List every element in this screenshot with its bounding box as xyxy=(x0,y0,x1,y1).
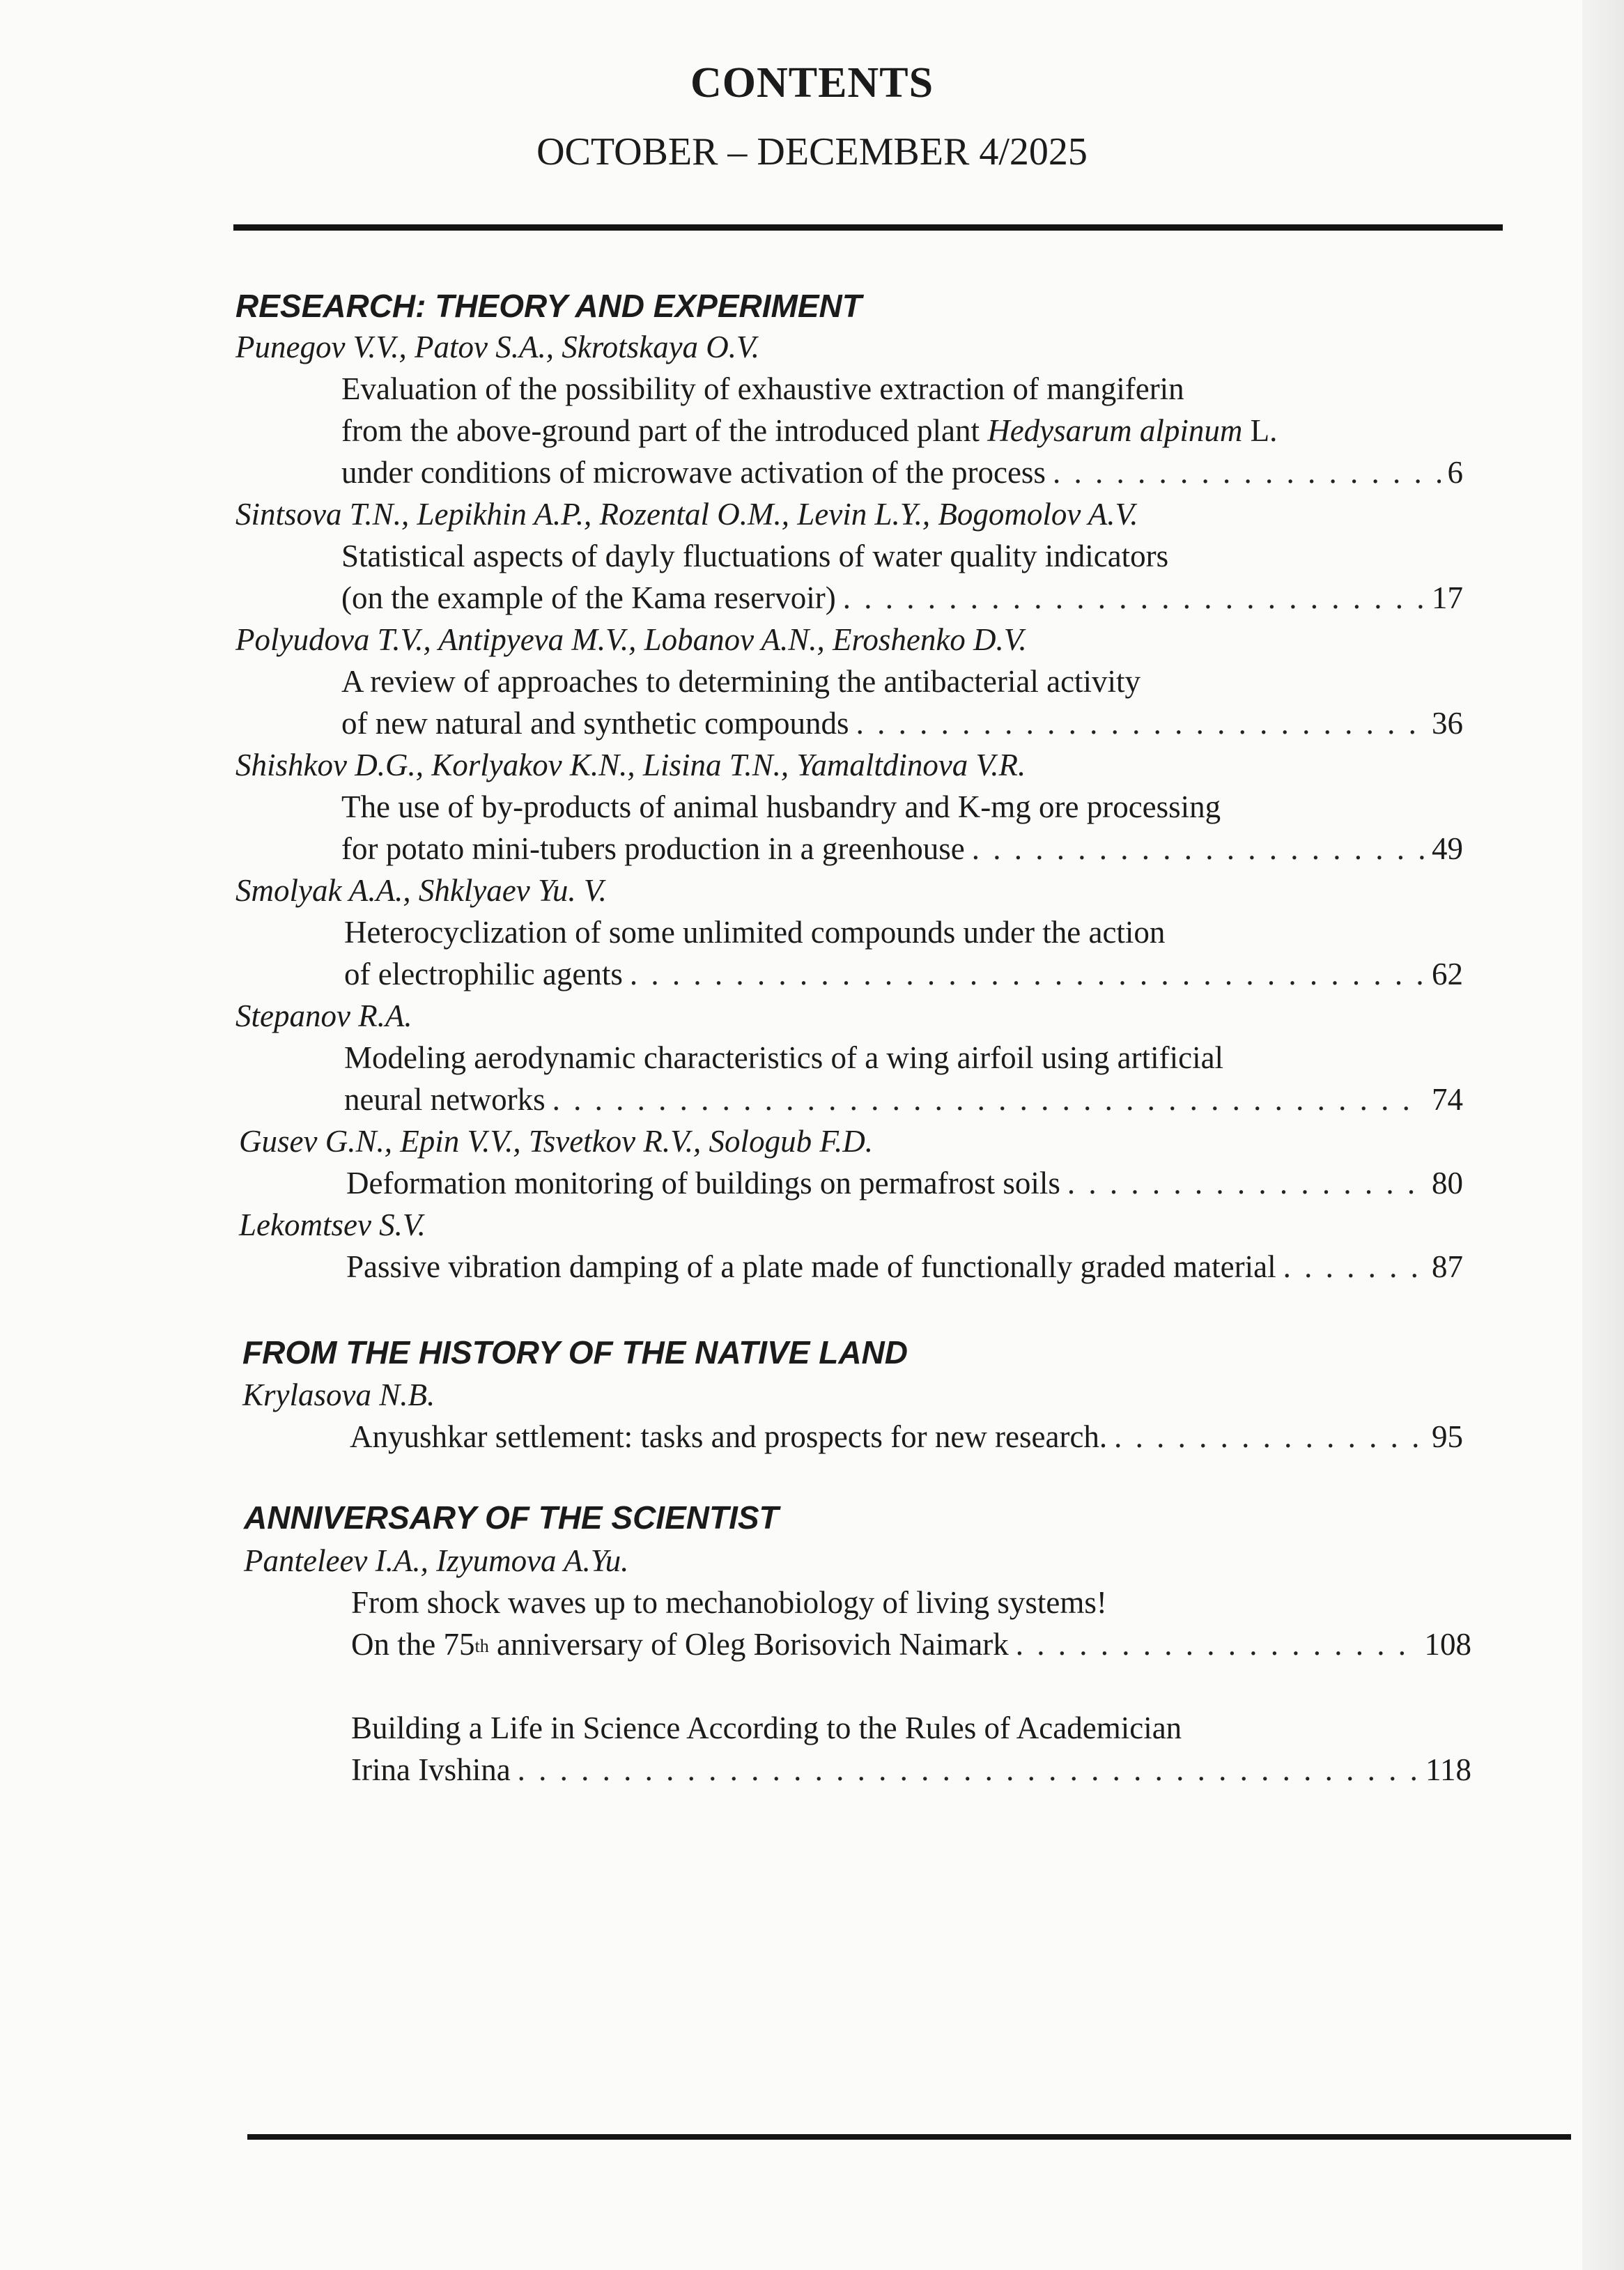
page-number: 108 xyxy=(1424,1627,1471,1662)
entry-authors: Panteleev I.A., Izyumova A.Yu. xyxy=(244,1543,629,1578)
page-number: 17 xyxy=(1432,580,1463,615)
entry-title-line: for potato mini-tubers production in a greenhouse xyxy=(341,831,965,866)
entry-title-line: (on the example of the Kama reservoir) xyxy=(341,580,836,615)
page-number: 6 xyxy=(1447,455,1463,490)
toc-entry-link[interactable] xyxy=(344,956,1463,992)
page-number: 36 xyxy=(1432,706,1463,741)
entry-title-line: Anyushkar settlement: tasks and prospects for new research. xyxy=(350,1419,1108,1454)
entry-title-line: Irina Ivshina xyxy=(351,1752,511,1787)
page-number: 87 xyxy=(1432,1249,1463,1284)
dot-leader xyxy=(552,1081,1425,1118)
dot-leader xyxy=(1114,1419,1425,1455)
page-number: 49 xyxy=(1432,831,1463,866)
entry-title-line: Building a Life in Science According to the Rules of Academician xyxy=(351,1711,1182,1745)
section-title-anniversary: ANNIVERSARY OF THE SCIENTIST xyxy=(244,1499,779,1536)
section-title-history: FROM THE HISTORY OF THE NATIVE LAND xyxy=(242,1334,908,1371)
toc-entry-link[interactable] xyxy=(341,454,1463,491)
dot-leader xyxy=(1016,1626,1418,1662)
entry-authors: Smolyak A.A., Shklyaev Yu. V. xyxy=(235,873,607,908)
dot-leader xyxy=(972,831,1425,867)
bottom-divider xyxy=(247,2134,1571,2140)
toc-entry-link[interactable] xyxy=(346,1165,1463,1201)
entry-title-line: Deformation monitoring of buildings on permafrost soils xyxy=(346,1166,1060,1200)
entry-title-line: A review of approaches to determining the antibacterial activity xyxy=(341,664,1141,699)
toc-entry-link[interactable] xyxy=(346,1249,1463,1285)
species-name: Hedysarum alpinum xyxy=(987,413,1243,448)
toc-entry-link[interactable] xyxy=(341,705,1463,741)
entry-title-line: neural networks xyxy=(344,1082,546,1117)
page-edge-shadow xyxy=(1582,0,1624,2270)
entry-title-line: Modeling aerodynamic characteristics of a wing airfoil using artificial xyxy=(344,1040,1224,1075)
entry-authors: Shishkov D.G., Korlyakov K.N., Lisina T.N., Yamaltdinova V.R. xyxy=(235,748,1026,782)
toc-entry-link[interactable] xyxy=(344,1081,1463,1118)
entry-authors: Polyudova T.V., Antipyeva M.V., Lobanov A.N., Eroshenko D.V. xyxy=(235,622,1027,657)
page-number: 80 xyxy=(1432,1166,1463,1200)
entry-title-line: Heterocyclization of some unlimited compounds under the action xyxy=(344,915,1166,950)
dot-leader xyxy=(843,580,1425,616)
entry-title-line: of electrophilic agents xyxy=(344,957,623,991)
toc-entry-link[interactable] xyxy=(341,580,1463,616)
toc-entry-link[interactable] xyxy=(350,1419,1463,1455)
toc-entry-link[interactable] xyxy=(351,1752,1471,1788)
entry-title-line: Statistical aspects of dayly fluctuations of water quality indicators xyxy=(341,539,1169,573)
dot-leader xyxy=(856,705,1425,741)
entry-title-line: On the 75th anniversary of Oleg Borisovich Naimark xyxy=(351,1627,1009,1662)
entry-title-line: The use of by-products of animal husbandry and K-mg ore processing xyxy=(341,789,1221,824)
entry-authors: Gusev G.N., Epin V.V., Tsvetkov R.V., Sologub F.D. xyxy=(239,1124,873,1159)
page-title: CONTENTS xyxy=(690,59,934,107)
entry-authors: Punegov V.V., Patov S.A., Skrotskaya O.V. xyxy=(235,330,759,364)
dot-leader xyxy=(630,956,1425,992)
entry-title-line: From shock waves up to mechanobiology of living systems! xyxy=(351,1585,1107,1620)
entry-authors: Stepanov R.A. xyxy=(235,998,412,1033)
page-number: 95 xyxy=(1432,1419,1463,1454)
entry-authors: Sintsova T.N., Lepikhin A.P., Rozental O.M., Levin L.Y., Bogomolov A.V. xyxy=(235,497,1138,532)
dot-leader xyxy=(1067,1165,1425,1201)
dot-leader xyxy=(1053,454,1441,491)
toc-entry-link[interactable] xyxy=(351,1626,1471,1662)
entry-authors: Lekomtsev S.V. xyxy=(239,1207,426,1242)
issue-subtitle: OCTOBER – DECEMBER 4/2025 xyxy=(536,130,1088,173)
entry-authors: Krylasova N.B. xyxy=(242,1377,435,1412)
page-number: 74 xyxy=(1432,1082,1463,1117)
entry-title-line: of new natural and synthetic compounds xyxy=(341,706,849,741)
entry-title-line: Evaluation of the possibility of exhaustive extraction of mangiferin xyxy=(341,371,1184,406)
entry-title-line: Passive vibration damping of a plate made of functionally graded material xyxy=(346,1249,1276,1284)
page-number: 62 xyxy=(1432,957,1463,991)
section-title-research: RESEARCH: THEORY AND EXPERIMENT xyxy=(235,288,862,324)
dot-leader xyxy=(1283,1249,1425,1285)
top-divider xyxy=(233,224,1503,231)
page-number: 118 xyxy=(1425,1752,1471,1787)
entry-title-line: from the above-ground part of the introduced plant Hedysarum alpinum L. xyxy=(341,413,1278,448)
entry-title-line: under conditions of microwave activation of the process xyxy=(341,455,1046,490)
dot-leader xyxy=(518,1752,1418,1788)
toc-entry-link[interactable] xyxy=(341,831,1463,867)
